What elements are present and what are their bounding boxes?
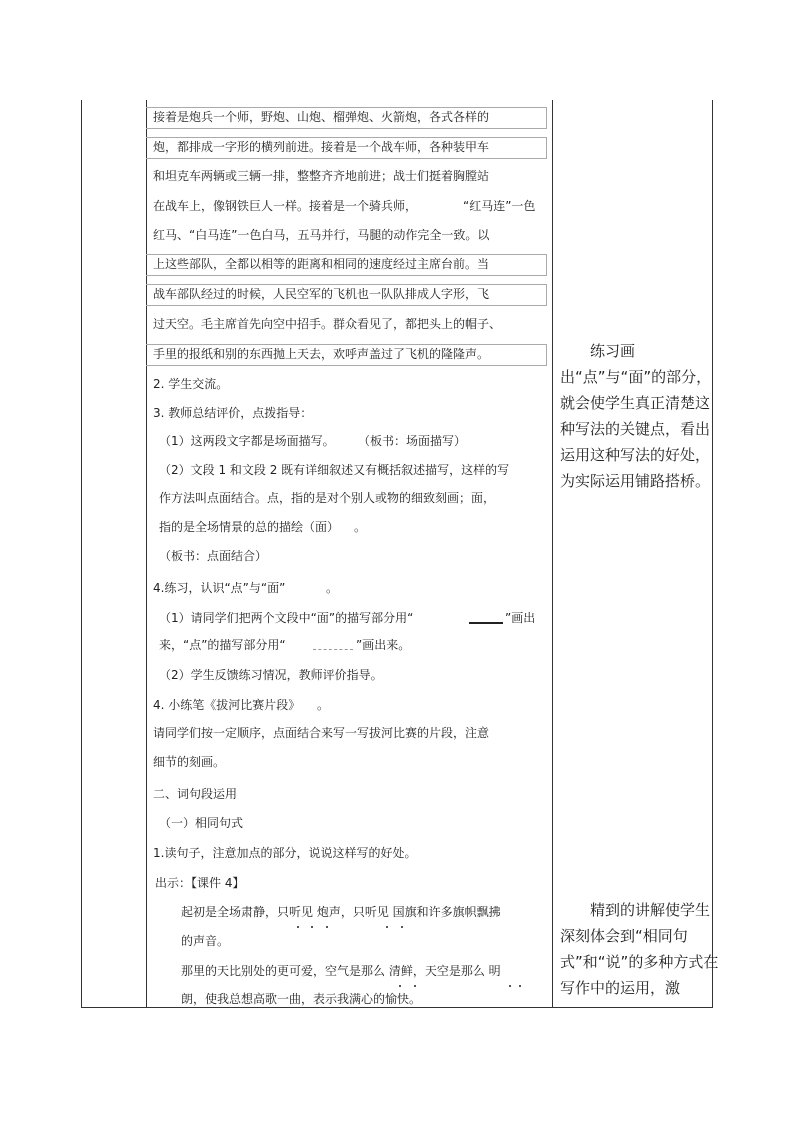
- emphasis-dot: [414, 985, 416, 987]
- solid-underline-sample: [469, 622, 503, 624]
- section-2-heading: 二、词句段运用: [153, 787, 238, 801]
- emphasis-dot: [326, 926, 328, 928]
- exercise-2: （2）学生反馈练习情况，教师评价指导。: [159, 668, 383, 682]
- passage-line: 炮，都排成一字形的横列前进。接着是一个战车师，各种装甲车: [153, 140, 490, 154]
- exercise-1-line-1: （1）请同学们把两个文段中“面”的描写部分用“: [159, 611, 414, 625]
- exercise-1-line-2-end: ”画出来。: [356, 638, 411, 652]
- reading-task: 1.读句子，注意加点的部分，说说这样写的好处。: [153, 846, 417, 860]
- table-bottom-border: [81, 1007, 713, 1008]
- passage-line: 和坦克车两辆或三辆一排，整整齐齐地前进；战士们挺着胸膛站: [153, 169, 490, 183]
- exercise-1-line-1-end: ”画出: [505, 611, 536, 625]
- board-note-2: （板书：点面结合）: [159, 549, 268, 563]
- passage-line: 上这些部队，全都以相等的距离和相同的速度经过主席台前。当: [153, 257, 490, 271]
- subsection-heading: （一）相同句式: [159, 816, 244, 830]
- table-left-border: [81, 100, 82, 1008]
- courseware-label: 出示：【课件 4】: [155, 876, 245, 890]
- emphasis-dot: [519, 985, 521, 987]
- example-2-line-2: 朗，使我总想高歌一曲，表示我满心的愉快。: [181, 992, 422, 1006]
- step-4-practice: 4.练习，认识“点”与“面”: [153, 581, 286, 595]
- board-note-1: （板书：场面描写）: [358, 434, 467, 448]
- emphasis-dot: [509, 985, 511, 987]
- exercise-1-line-2: 来，“点”的描写部分用“: [159, 638, 286, 652]
- point-2-line-3-end: 。: [354, 520, 367, 534]
- writing-task-line-1: 请同学们按一定顺序，点面结合来写一写拔河比赛的片段，注意: [153, 726, 490, 740]
- example-1-line-1: 起初是全场肃静，只听见 炮声，只听见 国旗和许多旗帜飘拂: [181, 905, 501, 919]
- design-note-1: 练习画出“点”与“面”的部分，就会使学生真正清楚这种写法的关键点，看出运用这种写法的好处，为实际运用铺路搭桥。: [560, 342, 712, 490]
- point-2-line-1: （2）文段 1 和文段 2 既有详细叙述又有概括叙述描写，这样的写: [159, 463, 510, 477]
- step-4-writing: 4. 小练笔《拔河比赛片段》: [153, 698, 301, 712]
- step-4-writing-end: 。: [317, 698, 330, 712]
- passage-line: 手里的报纸和别的东西抛上天去，欢呼声盖过了飞机的隆隆声。: [153, 347, 490, 361]
- example-2-line-1: 那里的天比别处的更可爱，空气是那么 清鲜，天空是那么 明: [181, 964, 501, 978]
- passage-line: 在战车上，像钢铁巨人一样。接着是一个骑兵师，: [153, 199, 418, 213]
- writing-task-line-2: 细节的刻画。: [153, 755, 226, 769]
- emphasis-dot: [297, 926, 299, 928]
- passage-line: 接着是炮兵一个师，野炮、山炮、榴弹炮、火箭炮，各式各样的: [153, 110, 490, 124]
- passage-line: 过天空。毛主席首先向空中招手。群众看见了，都把头上的帽子、: [153, 317, 502, 331]
- passage-line: 红马、“白马连”一色白马，五马并行，马腿的动作完全一致。以: [153, 228, 490, 242]
- point-1: （1）这两段文字都是场面描写。: [159, 434, 335, 448]
- table-divider-2: [552, 100, 553, 1008]
- emphasis-dot: [311, 926, 313, 928]
- emphasis-dot: [399, 985, 401, 987]
- step-2: 2. 学生交流。: [153, 377, 229, 391]
- passage-line: 战车部队经过的时候，人民空军的飞机也一队队排成人字形，飞: [153, 287, 490, 301]
- point-2-line-3: 指的是全场情景的总的描绘（面）: [159, 520, 340, 534]
- example-1-line-2: 的声音。: [181, 934, 230, 948]
- design-note-2: 精到的讲解使学生深刻体会到“相同句式”和“说”的多种方式在写作中的运用，激: [560, 901, 719, 997]
- step-4-practice-end: 。: [326, 581, 339, 595]
- emphasis-dot: [386, 926, 388, 928]
- point-2-line-2: 作方法叫点面结合。点，指的是对个别人或物的细致刻画；面，: [159, 491, 496, 505]
- step-3: 3. 教师总结评价，点拨指导：: [153, 406, 313, 420]
- wavy-underline-sample: [313, 649, 353, 650]
- table-right-border: [712, 100, 713, 1008]
- passage-line: “红马连”一色: [463, 199, 536, 213]
- table-divider-1: [146, 100, 147, 1008]
- emphasis-dot: [401, 926, 403, 928]
